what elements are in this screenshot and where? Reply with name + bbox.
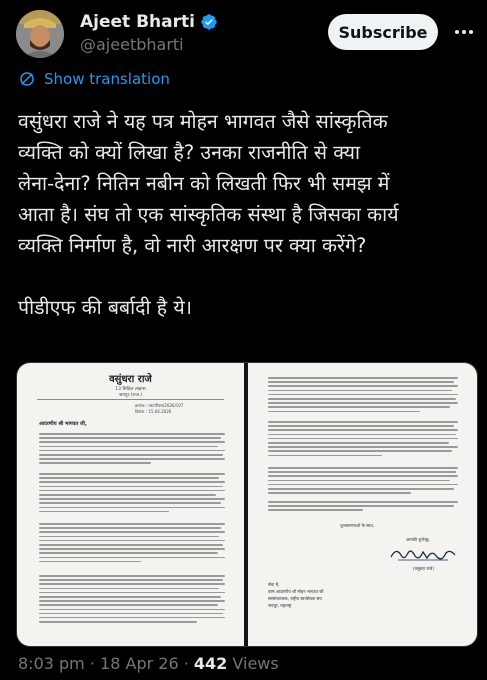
views-count: 442 xyxy=(193,654,228,673)
verified-badge-icon xyxy=(200,13,218,31)
letterhead-name: वसुंधरा राजे xyxy=(109,374,152,385)
letter-body-7 xyxy=(268,467,458,496)
letter-recipient: सेवा में, परम आदरणीय श्री मोहन भागवत जी सरसंघचालक, राष्ट्रीय स्वयंसेवक संघ जयपुर, महाराष्ट्र xyxy=(268,582,324,608)
signature-icon xyxy=(388,543,458,565)
tweet-meta xyxy=(18,654,279,673)
letter-body-1 xyxy=(39,433,225,467)
display-name[interactable]: Ajeet Bharti xyxy=(80,12,195,32)
translate-icon xyxy=(18,70,36,88)
meta-separator: · xyxy=(183,654,189,673)
views-label: Views xyxy=(232,654,279,673)
letterhead-divider xyxy=(37,399,224,400)
tweet-header xyxy=(0,0,487,70)
letter-sender-name: (वसुंधरा राजे) xyxy=(413,566,435,571)
letter-body-2 xyxy=(39,473,225,515)
letter-body-8 xyxy=(268,501,458,514)
letter-body-6 xyxy=(268,421,458,459)
meta-separator: · xyxy=(89,654,95,673)
letter-body-4 xyxy=(39,575,225,625)
profile-photo-icon xyxy=(16,10,64,58)
letter-body-5 xyxy=(268,377,458,415)
letter-date: दिनांक : 15.04.2026 xyxy=(135,409,172,414)
letterhead-address-1: 13 सिविल लाइन्स xyxy=(115,387,146,392)
subscribe-button[interactable]: Subscribe xyxy=(328,14,438,50)
handle[interactable]: @ajeetbharti xyxy=(80,35,184,54)
tweet-text: वसुंधरा राजे ने यह पत्र मोहन भागवत जैसे सांस्कृतिक व्यक्ति को क्यों लिखा है? उनका राजनीति से क्या लेना-देना? नितिन नबीन को लिखती फिर भी समझ में आता है। संघ तो एक सांस्कृतिक संस्था है जिसका कार्य व्यक्ति निर्माण है, वो नारी आरक्षण पर क्या करेंगे? पीडीएफ की बर्बादी है ये। xyxy=(18,110,399,319)
tweet-date[interactable]: 18 Apr 26 xyxy=(100,654,179,673)
more-options-icon[interactable] xyxy=(452,20,476,44)
letterhead-address-2: जयपुर (राज.) xyxy=(118,393,143,398)
avatar[interactable] xyxy=(16,10,64,58)
letter-page-2[interactable] xyxy=(248,363,477,646)
show-translation-link[interactable] xyxy=(18,70,170,88)
letter-page-1[interactable] xyxy=(17,363,244,646)
letter-closing: शुभकामनाओं के साथ, xyxy=(340,523,375,528)
letter-salutation: आदरणीय श्री भागवत जी, xyxy=(39,421,87,427)
letter-sender-block: आपकी शुभेच्छु, xyxy=(406,537,430,542)
show-translation-label: Show translation xyxy=(44,70,170,88)
tweet-time[interactable]: 8:03 pm xyxy=(18,654,85,673)
letter-body-3 xyxy=(39,523,225,565)
letter-ref: क्रमांक : वरा/पीएस/2026/107 xyxy=(135,403,184,408)
tweet-media[interactable] xyxy=(16,362,478,647)
